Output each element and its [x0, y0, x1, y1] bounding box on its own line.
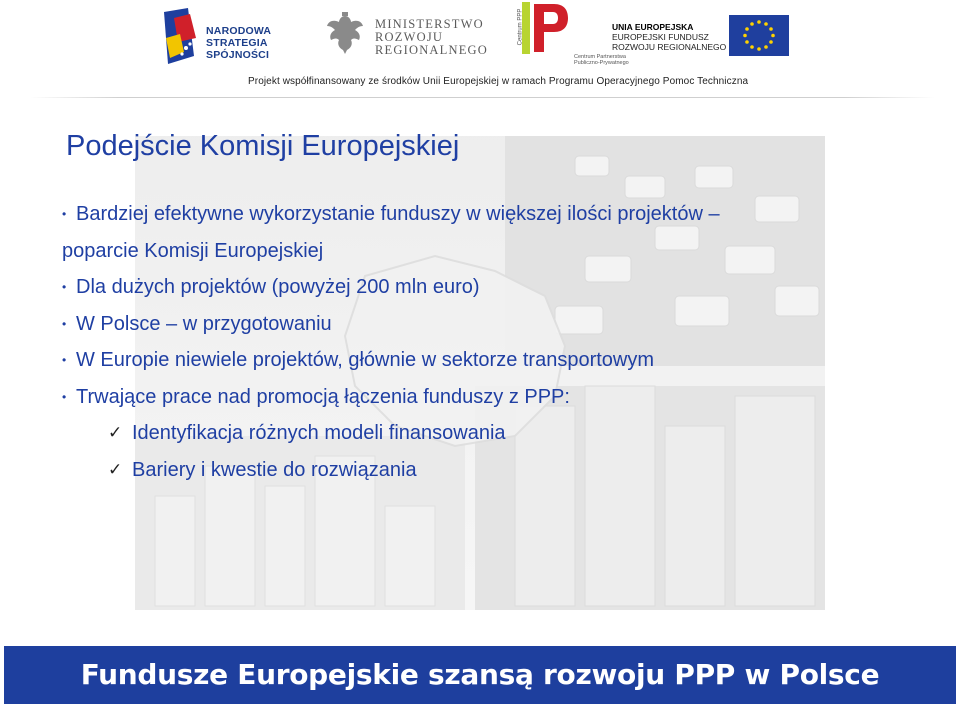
nss-flag-icon	[160, 8, 200, 64]
bullet-item	[62, 379, 862, 416]
sub-item	[62, 452, 862, 489]
eu-flag-icon	[729, 15, 789, 56]
ue-line1: UNIA EUROPEJSKA	[612, 22, 694, 32]
logo-ministerstwo-rozwoju-regionalnego	[325, 10, 488, 62]
logo-narodowa-strategia-spojnosci	[160, 8, 300, 64]
checkmark-icon: ✓	[108, 423, 123, 442]
mrr-line3: REGIONALNEGO	[375, 43, 488, 57]
ppp-logo-icon	[522, 2, 568, 54]
bullet-list	[62, 196, 862, 488]
cppp-sub1: Centrum Partnerstwa	[574, 54, 626, 60]
bullet-dot-icon: •	[62, 207, 67, 221]
bullet-text: W Polsce – w przygotowaniu	[76, 312, 332, 335]
bullet-dot-icon: •	[62, 280, 67, 294]
mrr-line1: MINISTERSTWO	[375, 17, 484, 31]
nss-line1: NARODOWA	[206, 25, 272, 37]
polish-eagle-icon	[325, 12, 365, 56]
bullet-text: Bardziej efektywne wykorzystanie funduszy w większej ilości projektów –	[76, 203, 720, 225]
bullet-item	[62, 196, 862, 233]
header	[0, 0, 960, 100]
logo-unia-europejska	[612, 14, 782, 58]
footer-slogan: Fundusze Europejskie szansą rozwoju PPP w Polsce	[80, 658, 880, 691]
bullet-dot-icon: •	[62, 316, 67, 331]
project-cofinancing-line: Projekt współfinansowany ze środków Unii Europejskiej w ramach Programu Operacyjnego Pomoc Techniczna	[248, 76, 749, 87]
sub-item-text: Identyfikacja różnych modeli finansowania	[132, 422, 506, 444]
bullet-item	[62, 342, 862, 379]
bullet-text: W Europie niewiele projektów, głównie w sektorze transportowym	[76, 349, 655, 371]
bullet-dot-icon: •	[62, 389, 67, 404]
logo-centrum-ppp	[508, 2, 629, 70]
bullet-item	[62, 306, 862, 343]
bullet-text: Trwające prace nad promocją łączenia funduszy z PPP:	[76, 385, 570, 408]
bullet-dot-icon: •	[62, 353, 67, 367]
slide-title: Podejście Komisji Europejskiej	[66, 130, 460, 162]
footer-banner	[4, 646, 956, 704]
checkmark-icon: ✓	[108, 459, 123, 479]
bullet-item	[62, 269, 862, 306]
nss-line2: STRATEGIA SPÓJNOŚCI	[206, 37, 270, 61]
mrr-line2: ROZWOJU	[375, 30, 444, 44]
sub-item	[62, 415, 862, 452]
bullet-text: poparcie Komisji Europejskiej	[62, 239, 324, 262]
cppp-vertical-label: Centrum PPP	[517, 8, 524, 46]
sub-item-text: Bariery i kwestie do rozwiązania	[132, 458, 417, 481]
cppp-sub2: Publiczno-Prywatnego	[574, 60, 629, 66]
bullet-continuation	[62, 233, 862, 270]
bullet-text: Dla dużych projektów (powyżej 200 mln euro)	[76, 276, 480, 298]
ue-line3: ROZWOJU REGIONALNEGO	[612, 42, 727, 52]
ue-line2: EUROPEJSKI FUNDUSZ	[612, 32, 709, 42]
header-divider	[30, 97, 935, 98]
